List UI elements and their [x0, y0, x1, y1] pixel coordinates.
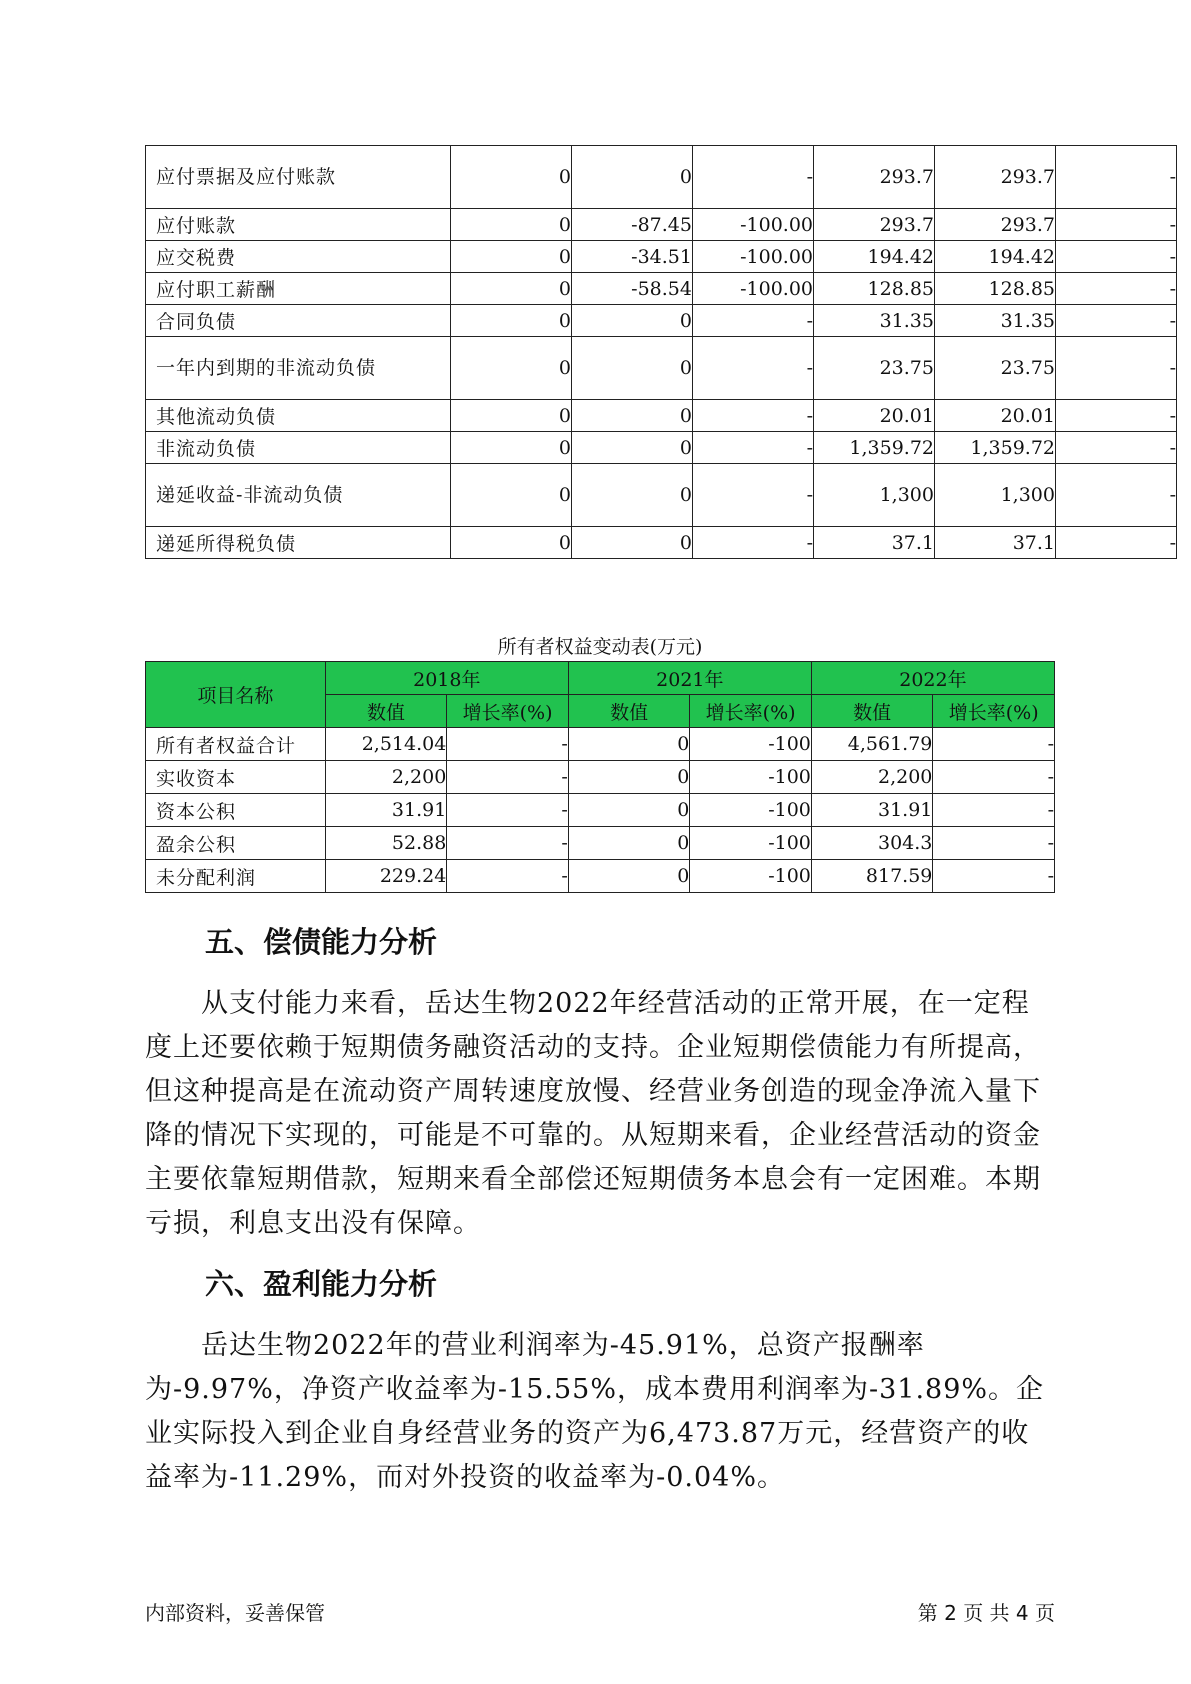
row-label: 应付职工薪酬	[146, 273, 451, 305]
table-cell: 293.7	[814, 209, 935, 241]
table-cell: 23.75	[935, 337, 1056, 400]
table-cell: 0	[572, 432, 693, 464]
table-cell: 194.42	[814, 241, 935, 273]
table-cell: -	[693, 146, 814, 209]
row-label: 其他流动负债	[146, 400, 451, 432]
header-value: 数值	[811, 695, 933, 728]
header-year-2021: 2021年	[568, 662, 811, 695]
table-cell: -100	[690, 794, 812, 827]
equity-table	[145, 661, 1055, 893]
table-cell: -	[933, 761, 1055, 794]
table-cell: -100.00	[693, 273, 814, 305]
table-cell: -	[693, 464, 814, 527]
liabilities-table-body	[146, 146, 1177, 559]
table-cell: 0	[451, 464, 572, 527]
table-row	[146, 209, 1177, 241]
table-cell: 0	[451, 432, 572, 464]
table-cell: 817.59	[811, 860, 933, 893]
table-cell: -	[1056, 305, 1177, 337]
table-cell: 20.01	[935, 400, 1056, 432]
table-cell: -	[447, 794, 569, 827]
table-cell: -	[933, 860, 1055, 893]
table-cell: -	[447, 728, 569, 761]
table-cell: 1,300	[814, 464, 935, 527]
table-cell: 0	[568, 827, 690, 860]
table-cell: 0	[451, 209, 572, 241]
table-cell: 0	[451, 273, 572, 305]
table-cell: 0	[568, 728, 690, 761]
table-cell: 4,561.79	[811, 728, 933, 761]
table-cell: 31.91	[811, 794, 933, 827]
table-cell: -87.45	[572, 209, 693, 241]
table-cell: 293.7	[814, 146, 935, 209]
header-growth: 增长率(%)	[933, 695, 1055, 728]
table-row	[146, 305, 1177, 337]
section-6-title: 六、盈利能力分析	[205, 1267, 438, 1301]
table-cell: -	[1056, 273, 1177, 305]
table-cell: 128.85	[814, 273, 935, 305]
table-row	[146, 464, 1177, 527]
table-cell: -100	[690, 761, 812, 794]
row-label: 合同负债	[146, 305, 451, 337]
equity-table-body	[146, 728, 1055, 893]
row-label: 一年内到期的非流动负债	[146, 337, 451, 400]
table-cell: -	[693, 527, 814, 559]
table-cell: 2,200	[325, 761, 447, 794]
table-row	[146, 337, 1177, 400]
header-year-2022: 2022年	[811, 662, 1054, 695]
table-cell: 194.42	[935, 241, 1056, 273]
section-5-paragraph: 从支付能力来看，岳达生物2022年经营活动的正常开展，在一定程度上还要依赖于短期债务融资活动的支持。企业短期偿债能力有所提高，但这种提高是在流动资产周转速度放慢、经营业务创造的现金净流入量下降的情况下实现的，可能是不可靠的。从短期来看，企业经营活动的资金主要依靠短期借款，短期来看全部偿还短期债务本息会有一定困难。本期亏损，利息支出没有保障。	[145, 988, 1041, 1239]
table-cell: 229.24	[325, 860, 447, 893]
table-cell: 52.88	[325, 827, 447, 860]
table-cell: -100.00	[693, 241, 814, 273]
equity-table-caption: 所有者权益变动表(万元)	[497, 636, 703, 658]
table-row	[146, 827, 1055, 860]
equity-table-header	[146, 662, 1055, 728]
row-label: 递延收益-非流动负债	[146, 464, 451, 527]
row-label: 所有者权益合计	[146, 728, 326, 761]
row-label: 应交税费	[146, 241, 451, 273]
section-6-paragraph: 岳达生物2022年的营业利润率为-45.91%，总资产报酬率为-9.97%，净资产收益率为-15.55%，成本费用利润率为-31.89%。企业实际投入到企业自身经营业务的资产为6,473.87万元，经营资产的收益率为-11.29%，而对外投资的收益率为-0.04%。	[145, 1330, 1045, 1493]
row-label: 实收资本	[146, 761, 326, 794]
row-label: 盈余公积	[146, 827, 326, 860]
table-cell: 0	[451, 400, 572, 432]
table-cell: -	[933, 794, 1055, 827]
table-row	[146, 728, 1055, 761]
table-cell: 0	[451, 241, 572, 273]
table-cell: -	[1056, 241, 1177, 273]
table-cell: 37.1	[814, 527, 935, 559]
table-cell: -	[1056, 432, 1177, 464]
table-row	[146, 432, 1177, 464]
table-cell: 0	[572, 146, 693, 209]
table-cell: -	[1056, 527, 1177, 559]
table-cell: -58.54	[572, 273, 693, 305]
table-cell: -	[447, 827, 569, 860]
table-cell: -	[933, 827, 1055, 860]
row-label: 应付账款	[146, 209, 451, 241]
section-5-title: 五、偿债能力分析	[205, 925, 438, 959]
table-cell: 0	[451, 146, 572, 209]
header-year-2018: 2018年	[325, 662, 568, 695]
table-cell: 20.01	[814, 400, 935, 432]
table-cell: 1,359.72	[935, 432, 1056, 464]
table-cell: 23.75	[814, 337, 935, 400]
table-cell: 0	[451, 337, 572, 400]
table-cell: -100	[690, 860, 812, 893]
table-cell: -	[933, 728, 1055, 761]
header-item-name: 项目名称	[146, 662, 326, 728]
table-cell: 0	[572, 464, 693, 527]
table-cell: 0	[572, 400, 693, 432]
table-row	[146, 527, 1177, 559]
table-cell: -	[447, 761, 569, 794]
table-cell: 31.35	[935, 305, 1056, 337]
table-cell: 0	[568, 794, 690, 827]
table-cell: -	[1056, 146, 1177, 209]
table-cell: 293.7	[935, 146, 1056, 209]
table-cell: -	[1056, 209, 1177, 241]
table-row	[146, 241, 1177, 273]
header-growth: 增长率(%)	[690, 695, 812, 728]
footer-confidential: 内部资料，妥善保管	[145, 1601, 325, 1625]
table-row	[146, 273, 1177, 305]
header-growth: 增长率(%)	[447, 695, 569, 728]
table-cell: -	[693, 400, 814, 432]
table-cell: -100.00	[693, 209, 814, 241]
table-cell: -100	[690, 728, 812, 761]
table-cell: 0	[572, 337, 693, 400]
table-cell: 1,359.72	[814, 432, 935, 464]
table-row	[146, 400, 1177, 432]
row-label: 应付票据及应付账款	[146, 146, 451, 209]
header-value: 数值	[568, 695, 690, 728]
row-label: 资本公积	[146, 794, 326, 827]
table-cell: 0	[572, 305, 693, 337]
table-row	[146, 794, 1055, 827]
table-cell: -	[1056, 400, 1177, 432]
footer-page-number: 第 2 页 共 4 页	[917, 1601, 1055, 1625]
header-value: 数值	[325, 695, 447, 728]
table-row	[146, 860, 1055, 893]
table-row	[146, 146, 1177, 209]
row-label: 未分配利润	[146, 860, 326, 893]
liabilities-table	[145, 145, 1177, 559]
row-label: 非流动负债	[146, 432, 451, 464]
table-cell: 1,300	[935, 464, 1056, 527]
table-cell: 0	[572, 527, 693, 559]
table-cell: 2,200	[811, 761, 933, 794]
row-label: 递延所得税负债	[146, 527, 451, 559]
table-cell: 0	[451, 527, 572, 559]
table-cell: -	[693, 432, 814, 464]
table-cell: -	[693, 305, 814, 337]
table-cell: 2,514.04	[325, 728, 447, 761]
table-cell: 0	[568, 761, 690, 794]
table-cell: 31.91	[325, 794, 447, 827]
table-row	[146, 761, 1055, 794]
table-cell: -	[693, 337, 814, 400]
table-cell: -34.51	[572, 241, 693, 273]
table-cell: -	[1056, 464, 1177, 527]
table-cell: 0	[451, 305, 572, 337]
table-cell: 128.85	[935, 273, 1056, 305]
table-cell: -	[1056, 337, 1177, 400]
table-cell: 304.3	[811, 827, 933, 860]
table-cell: -	[447, 860, 569, 893]
table-cell: 31.35	[814, 305, 935, 337]
table-cell: 293.7	[935, 209, 1056, 241]
table-cell: 37.1	[935, 527, 1056, 559]
table-cell: -100	[690, 827, 812, 860]
table-cell: 0	[568, 860, 690, 893]
